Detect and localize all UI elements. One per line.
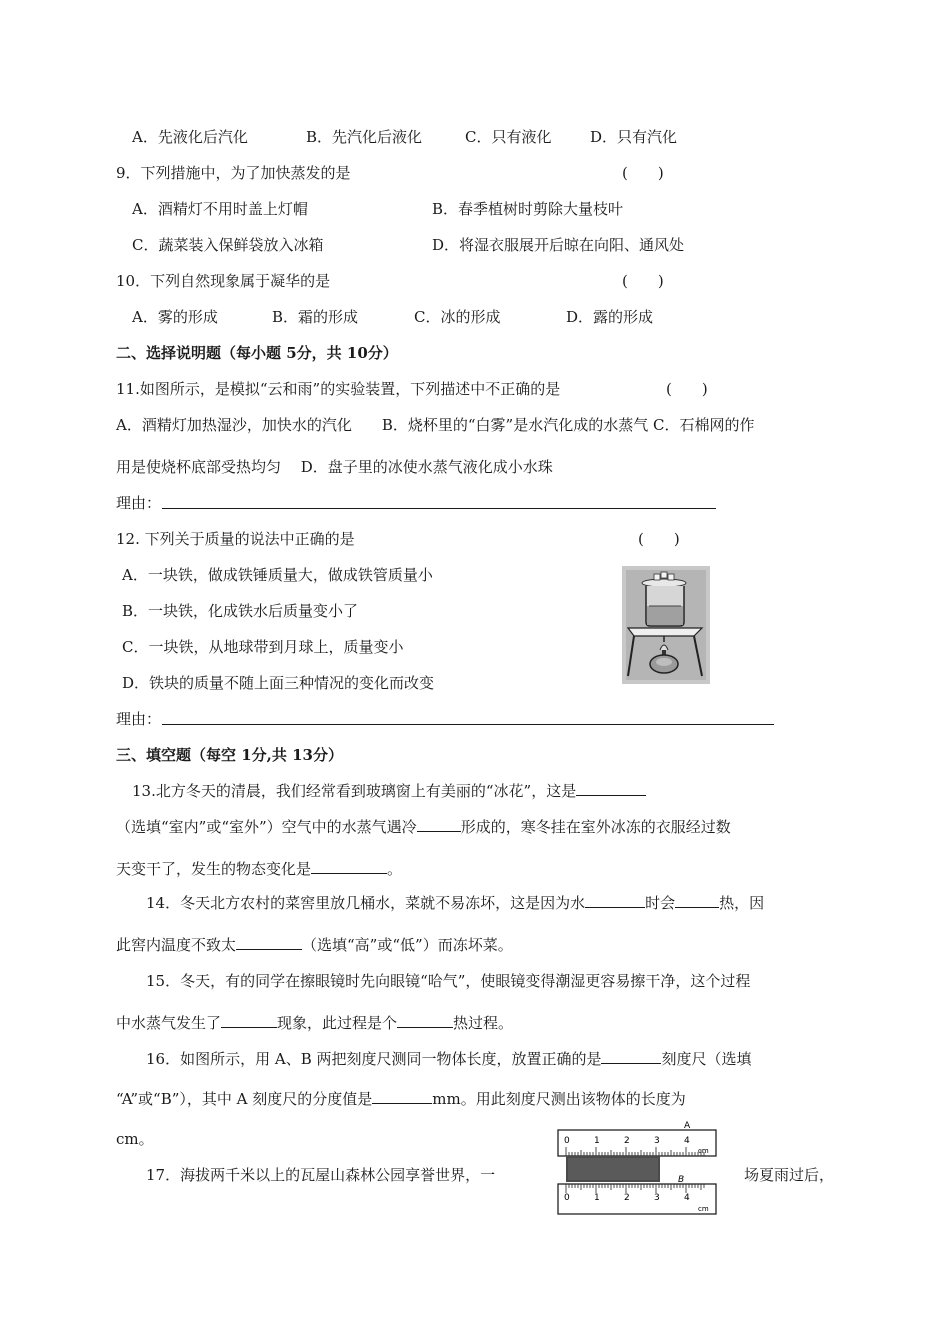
q12-option-a: A．一块铁，做成铁锤质量大，做成铁管质量小 [122,566,433,584]
q12-answer-paren: ( ) [638,530,680,548]
ruler-a-tick-1: 1 [594,1136,600,1146]
q9-option-c: C．蔬菜装入保鲜袋放入冰箱 [132,236,324,254]
cloud-rain-apparatus-figure [622,566,710,684]
q9-option-d: D．将湿衣服展开后晾在向阳、通风处 [432,236,685,254]
q10-answer-paren: ( ) [622,272,664,290]
q13-text-4: 天变干了，发生的物态变化是 [116,860,312,878]
q16-line-2 [116,1089,686,1109]
q12-reason-label: 理由： [116,710,162,728]
q14-blank-1[interactable] [585,893,645,908]
q15-line-1: 15．冬天，有的同学在擦眼镜时先向眼镜“哈气”，使眼镜变得潮湿更容易擦干净，这个过程 [146,972,751,990]
q12-stem: 12. 下列关于质量的说法中正确的是 [116,530,355,548]
ruler-b-tick-3: 3 [654,1193,660,1203]
q13-line-2 [116,817,731,837]
q15-text-3: 热过程。 [453,1014,514,1032]
q14-text-2: 时会 [645,894,676,912]
q17-line-1-part-2: 场夏雨过后， [744,1166,835,1184]
q14-blank-2[interactable] [675,893,719,908]
q13-blank-1[interactable] [576,781,646,796]
q16-text-2: 刻度尺（选填 [661,1050,752,1068]
q12-option-d: D．铁块的质量不随上面三种情况的变化而改变 [122,674,435,692]
q8-option-a: A．先液化后汽化 [132,128,248,146]
q11-reason-blank[interactable] [162,494,716,509]
q14-line-2 [116,935,513,955]
ruler-a-tick-4: 4 [684,1136,690,1146]
q13-text-3: 形成的，寒冬挂在室外冰冻的衣服经过数 [460,818,731,836]
section-2-title: 二、选择说明题（每小题 5分，共 10分） [116,344,398,362]
q15-text-1: 中水蒸气发生了 [116,1014,222,1032]
q11-options-line-1: A．酒精灯加热湿沙，加快水的汽化 B．烧杯里的“白雾”是水汽化成的水蒸气 C．石棉网的作 [116,416,755,434]
q9-answer-paren: ( ) [622,164,664,182]
ruler-figure [554,1118,722,1222]
q11-stem: 11.如图所示，是模拟“云和雨”的实验装置，下列描述中不正确的是 [116,380,561,398]
ruler-b-unit: cm [698,1205,709,1213]
q12-option-b: B．一块铁，化成铁水后质量变小了 [122,602,359,620]
ruler-b-tick-4: 4 [684,1193,690,1203]
q14-text-5: （选填“高”或“低”）而冻坏菜。 [302,936,513,954]
ruler-a-tick-2: 2 [624,1136,630,1146]
q16-blank-1[interactable] [601,1049,661,1064]
q12-reason-blank[interactable] [162,710,774,725]
q13-line-1 [132,781,646,801]
ruler-b-tick-2: 2 [624,1193,630,1203]
q8-option-d: D．只有汽化 [590,128,678,146]
q14-line-1 [146,893,764,913]
q9-stem: 9．下列措施中，为了加快蒸发的是 [116,164,351,182]
q11-answer-paren: ( ) [666,380,708,398]
q8-option-b: B．先汽化后液化 [306,128,423,146]
q14-text-1: 14．冬天北方农村的菜窖里放几桶水，菜就不易冻坏，这是因为水 [146,894,586,912]
q10-option-d: D．露的形成 [566,308,654,326]
ruler-a-label: A [684,1121,691,1131]
q13-line-3 [116,859,402,879]
q13-blank-2[interactable] [417,817,461,832]
section-3-title: 三、填空题（每空 1分,共 13分） [116,746,343,764]
q11-reason-label: 理由： [116,494,162,512]
q16-text-4: mm。用此刻度尺测出该物体的长度为 [432,1090,686,1108]
q9-option-a: A．酒精灯不用时盖上灯帽 [132,200,308,218]
q14-text-4: 此窖内温度不致太 [116,936,237,954]
q10-option-b: B．霜的形成 [272,308,359,326]
q13-text-2: （选填“室内”或“室外”）空气中的水蒸气遇冷 [116,818,417,836]
q13-blank-3[interactable] [311,859,387,874]
ruler-a-tick-0: 0 [564,1136,570,1146]
q14-blank-3[interactable] [236,935,302,950]
q10-stem: 10．下列自然现象属于凝华的是 [116,272,331,290]
q15-blank-1[interactable] [221,1013,277,1028]
ruler-a-unit: cm [698,1147,709,1155]
q16-line-1 [146,1049,752,1069]
q16-line-3: cm。 [116,1130,154,1148]
q16-text-1: 16．如图所示，用 A、B 两把刻度尺测同一物体长度，放置正确的是 [146,1050,602,1068]
q17-line-1-part-1: 17．海拔两千米以上的瓦屋山森林公园享誉世界，一 [146,1166,496,1184]
q10-option-c: C．冰的形成 [414,308,501,326]
q14-text-3: 热，因 [719,894,765,912]
q15-blank-2[interactable] [397,1013,453,1028]
q13-text-5: 。 [387,860,403,878]
ruler-b-label: B [678,1175,685,1185]
q13-text-1: 13.北方冬天的清晨，我们经常看到玻璃窗上有美丽的“冰花”，这是 [132,782,577,800]
ruler-a-tick-3: 3 [654,1136,660,1146]
q9-option-b: B．春季植树时剪除大量枝叶 [432,200,624,218]
q11-options-line-2: 用是使烧杯底部受热均匀 D．盘子里的冰使水蒸气液化成小水珠 [116,458,553,476]
q16-text-3: “A”或“B”），其中 A 刻度尺的分度值是 [116,1090,373,1108]
q10-option-a: A．雾的形成 [132,308,218,326]
ruler-b-tick-1: 1 [594,1193,600,1203]
q15-text-2: 现象，此过程是个 [277,1014,398,1032]
q15-line-2 [116,1013,513,1033]
q16-blank-2[interactable] [372,1089,432,1104]
q12-option-c: C．一块铁，从地球带到月球上，质量变小 [122,638,404,656]
q8-option-c: C．只有液化 [465,128,552,146]
ruler-b-tick-0: 0 [564,1193,570,1203]
